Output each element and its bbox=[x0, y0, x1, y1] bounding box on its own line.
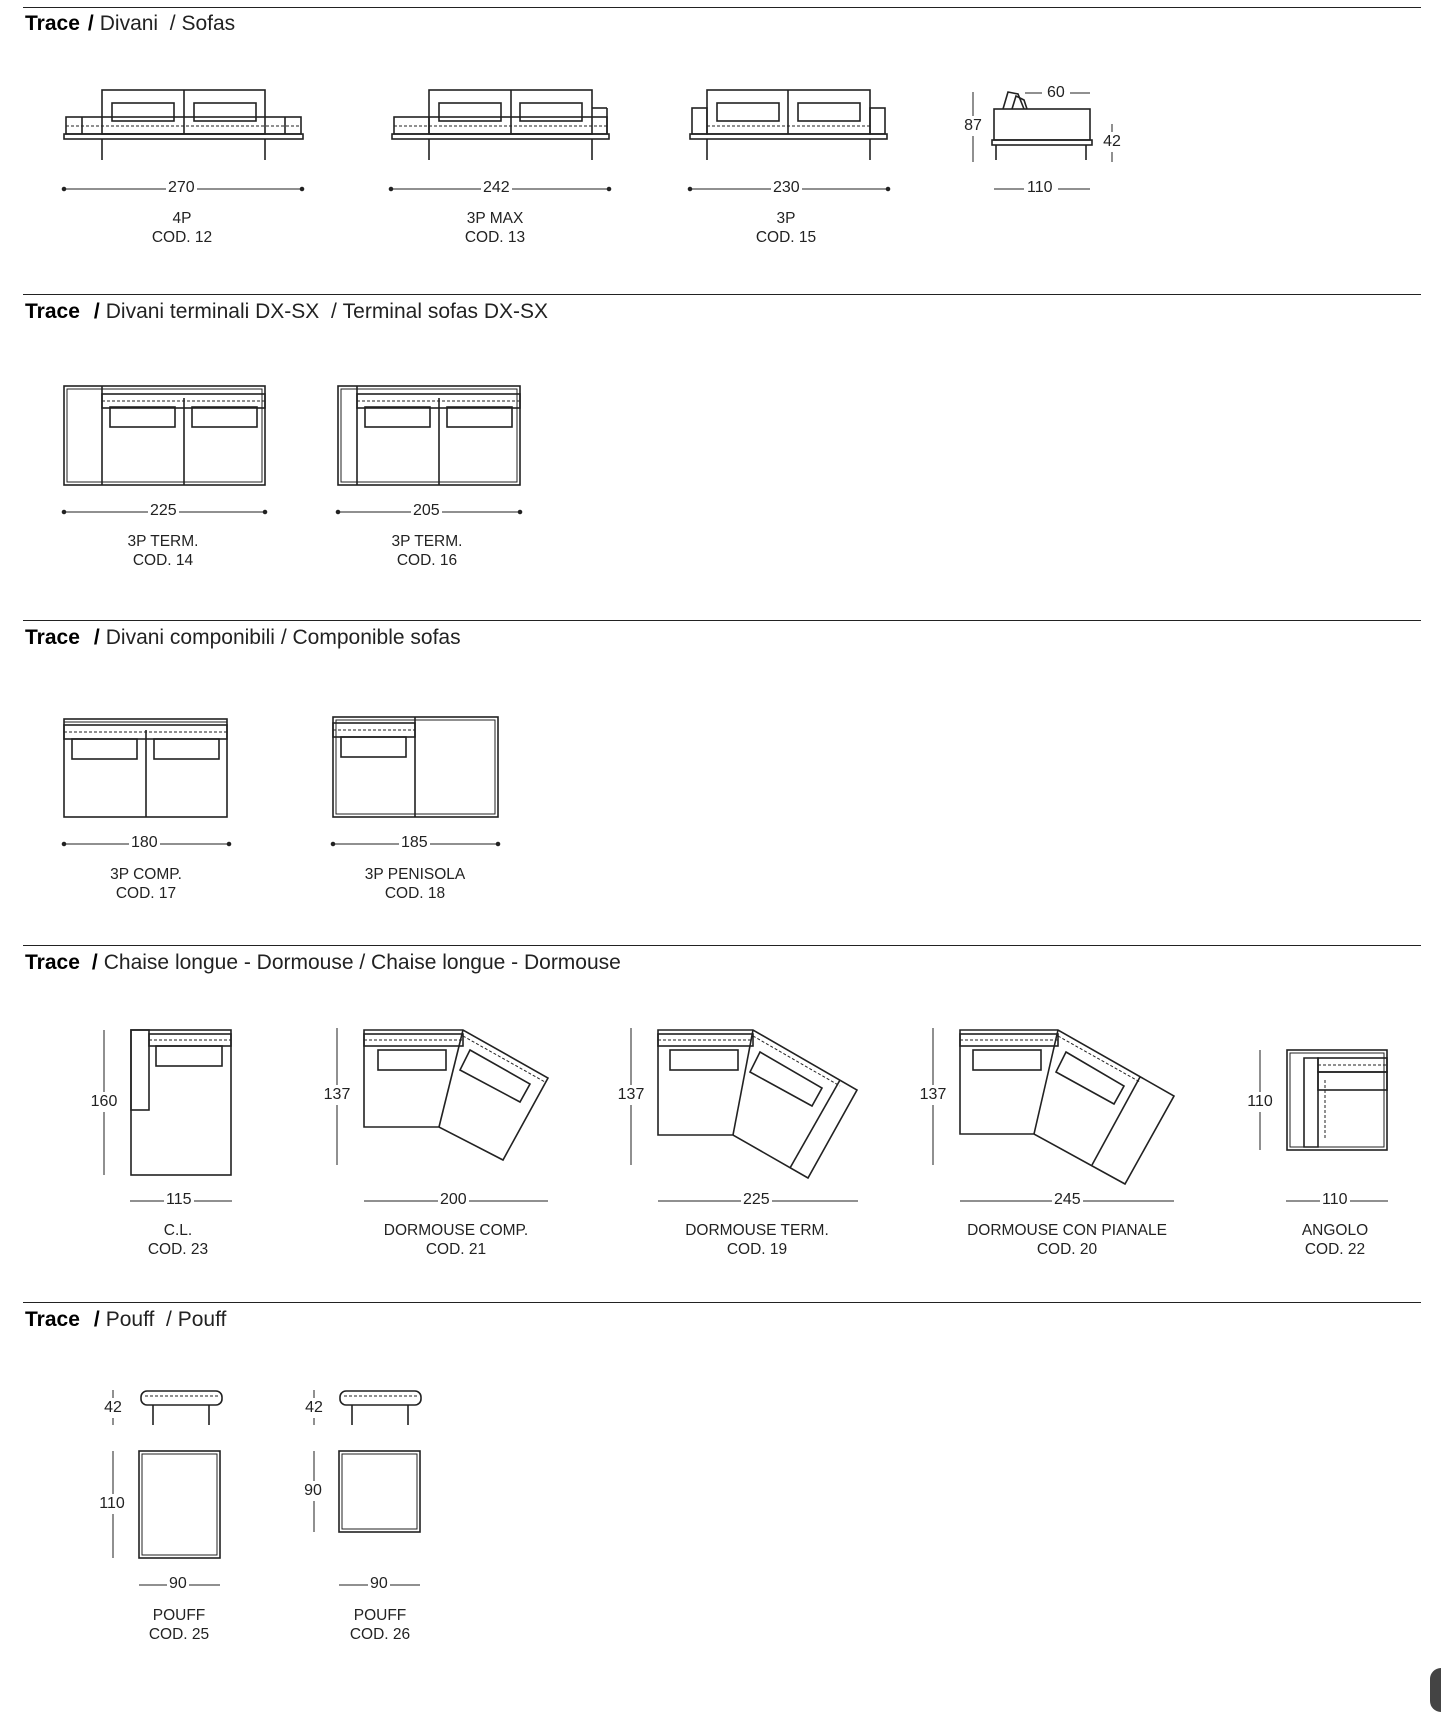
section-heading: Trace / Divani terminali DX-SX / Terminal sofas DX-SX bbox=[25, 300, 549, 323]
section-title-en: Terminal sofas DX-SX bbox=[342, 300, 549, 323]
product-name: 3P COMP. bbox=[110, 866, 182, 883]
product-code: COD. 12 bbox=[151, 229, 213, 246]
section-title: Divani componibili bbox=[105, 626, 275, 649]
product-name: DORMOUSE COMP. bbox=[383, 1222, 529, 1239]
product-caption bbox=[967, 1221, 1167, 1259]
width-dimension: 242 bbox=[483, 179, 510, 196]
product-name: 3P MAX bbox=[466, 210, 524, 227]
product-code: COD. 26 bbox=[349, 1626, 411, 1643]
product-caption bbox=[128, 532, 199, 570]
section-heading: Trace / Pouff / Pouff bbox=[25, 1308, 227, 1331]
product-caption bbox=[152, 209, 212, 247]
brand-label: Trace bbox=[25, 626, 80, 649]
width-dimension: 270 bbox=[168, 179, 195, 196]
product-code: COD. 19 bbox=[726, 1241, 788, 1258]
width-dimension: 225 bbox=[150, 502, 177, 519]
product-caption bbox=[148, 1221, 208, 1259]
product-name: C.L. bbox=[163, 1222, 193, 1239]
product-caption bbox=[384, 1221, 528, 1259]
width-dimension: 225 bbox=[743, 1191, 770, 1208]
product-caption bbox=[685, 1221, 829, 1259]
section-divider bbox=[23, 1302, 1421, 1303]
depth-dimension: 110 bbox=[99, 1495, 125, 1512]
depth-dimension: 110 bbox=[1247, 1093, 1273, 1110]
product-name: 3P PENISOLA bbox=[364, 866, 466, 883]
slash-separator: / bbox=[91, 951, 98, 974]
product-code: COD. 18 bbox=[384, 885, 446, 902]
product-name: 3P TERM. bbox=[391, 533, 463, 550]
brand-label: Trace bbox=[25, 1308, 80, 1331]
width-dimension: 185 bbox=[401, 834, 428, 851]
product-caption bbox=[350, 1606, 410, 1644]
section-title: Divani terminali DX-SX bbox=[105, 300, 320, 323]
slash-separator: / bbox=[93, 1308, 100, 1331]
product-caption bbox=[756, 209, 816, 247]
width-dimension: 245 bbox=[1054, 1191, 1081, 1208]
width-dimension: 230 bbox=[773, 179, 800, 196]
slash-separator: / bbox=[93, 626, 100, 649]
brand-label: Trace bbox=[25, 951, 80, 974]
product-caption bbox=[1302, 1221, 1368, 1259]
depth-dimension: 137 bbox=[919, 1086, 947, 1103]
product-name: 3P TERM. bbox=[127, 533, 199, 550]
width-dimension: 200 bbox=[440, 1191, 467, 1208]
depth-dimension: 160 bbox=[90, 1093, 118, 1110]
product-name: DORMOUSE CON PIANALE bbox=[967, 1222, 1167, 1239]
product-code: COD. 20 bbox=[1036, 1241, 1098, 1258]
slash-separator: / bbox=[93, 300, 100, 323]
product-code: COD. 25 bbox=[148, 1626, 210, 1643]
product-caption bbox=[465, 209, 525, 247]
product-caption bbox=[149, 1606, 209, 1644]
depth-dimension: 90 bbox=[304, 1482, 322, 1499]
section-title: Pouff bbox=[105, 1308, 155, 1331]
product-name: POUFF bbox=[152, 1607, 206, 1624]
height-dimension: 42 bbox=[305, 1399, 323, 1416]
section-title-en: Componible sofas bbox=[292, 626, 461, 649]
depth-dimension: 110 bbox=[1027, 179, 1053, 196]
section-divider bbox=[23, 945, 1421, 946]
product-code: COD. 21 bbox=[425, 1241, 487, 1258]
section-divider bbox=[23, 7, 1421, 8]
product-code: COD. 17 bbox=[115, 885, 177, 902]
width-dimension: 90 bbox=[169, 1575, 187, 1592]
pouff-drawing bbox=[0, 0, 1, 1]
height-dimension: 42 bbox=[104, 1399, 122, 1416]
width-dimension: 205 bbox=[413, 502, 440, 519]
section-title-en: Pouff bbox=[177, 1308, 227, 1331]
product-code: COD. 13 bbox=[464, 229, 526, 246]
section-title-en: Chaise longue - Dormouse bbox=[371, 951, 621, 974]
product-name: 3P bbox=[776, 210, 796, 227]
depth-dimension: 137 bbox=[323, 1086, 351, 1103]
height-dimension: 87 bbox=[964, 117, 982, 134]
section-divider bbox=[23, 294, 1421, 295]
product-name: POUFF bbox=[353, 1607, 407, 1624]
section-title-en: Sofas bbox=[181, 12, 236, 35]
product-code: COD. 14 bbox=[132, 552, 194, 569]
width-dimension: 180 bbox=[131, 834, 158, 851]
section-title: Chaise longue - Dormouse bbox=[103, 951, 354, 974]
slash-separator: / bbox=[87, 12, 94, 35]
seat-height-dimension: 42 bbox=[1103, 133, 1121, 150]
product-caption bbox=[392, 532, 463, 570]
product-caption bbox=[365, 865, 466, 903]
product-caption bbox=[110, 865, 182, 903]
width-dimension: 110 bbox=[1322, 1191, 1348, 1208]
product-code: COD. 16 bbox=[396, 552, 458, 569]
brand-label: Trace bbox=[25, 12, 80, 35]
product-code: COD. 23 bbox=[147, 1241, 209, 1258]
section-title: Divani bbox=[99, 12, 159, 35]
section-divider bbox=[23, 620, 1421, 621]
page-corner-tab[interactable] bbox=[1430, 1668, 1441, 1712]
section-heading: Trace / Divani / Sofas bbox=[25, 12, 236, 35]
brand-label: Trace bbox=[25, 300, 80, 323]
width-dimension: 115 bbox=[166, 1191, 192, 1208]
width-dimension: 90 bbox=[370, 1575, 388, 1592]
product-name: DORMOUSE TERM. bbox=[685, 1222, 829, 1239]
section-heading: Trace / Chaise longue - Dormouse / Chaise longue - Dormouse bbox=[25, 951, 621, 974]
product-code: COD. 15 bbox=[755, 229, 817, 246]
section-heading: Trace / Divani componibili / Componible sofas bbox=[25, 626, 461, 649]
product-name: ANGOLO bbox=[1301, 1222, 1369, 1239]
depth-dimension: 137 bbox=[617, 1086, 645, 1103]
depth-top-dimension: 60 bbox=[1047, 84, 1065, 101]
product-name: 4P bbox=[172, 210, 192, 227]
product-code: COD. 22 bbox=[1304, 1241, 1366, 1258]
